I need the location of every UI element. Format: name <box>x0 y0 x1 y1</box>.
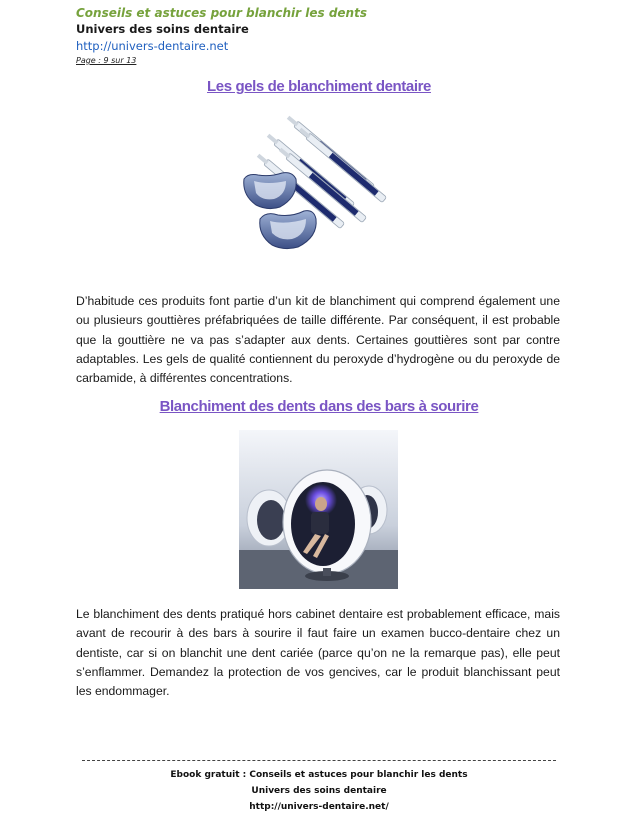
gel-kit-image <box>238 111 399 272</box>
footer-ebook-title: Ebook gratuit : Conseils et astuces pour blanchir les dents <box>170 770 468 780</box>
footer-url[interactable]: http://univers-dentaire.net/ <box>249 802 389 812</box>
header-site-name: Univers des soins dentaire <box>76 22 249 36</box>
paragraph-gels: D’habitude ces produits font partie d’un kit de blanchiment qui comprend également une ou plusieurs gouttières préfabriquées de taille différente. Par conséquent, il est probable que la gouttière ne va pas s’adapter aux dents. Certaines gouttières sont par contre adaptables. Les gels de qualité contiennent du peroxyde d’hydrogène ou du peroxyde de carbamide, à différentes concentrations. <box>76 294 560 386</box>
section-heading-smile-bar: Blanchiment des dents dans des bars à sourire <box>159 398 479 415</box>
paragraph-smile-bar: Le blanchiment des dents pratiqué hors cabinet dentaire est probablement efficace, mais avant de recourir à des bars à sourire il faut faire un examen bucco-dentaire chez un dentiste, car si on blanchit une dent cariée (parce qu’on ne la remarque pas), elle peut s’enflammer. Demandez la protection de vos gencives, car le produit blanchissant peut les endommager. <box>76 607 560 699</box>
footer-site-name: Univers des soins dentaire <box>251 786 387 796</box>
running-header <box>76 6 576 67</box>
gel-syringes-illustration <box>238 111 399 272</box>
page-number: Page : 9 sur 13 <box>76 56 137 65</box>
footer-rule <box>82 760 556 761</box>
header-url-link[interactable]: http://univers-dentaire.net <box>76 39 229 53</box>
smile-bar-illustration <box>239 430 398 589</box>
header-title: Conseils et astuces pour blanchir les dents <box>76 6 367 20</box>
section-heading-gels: Les gels de blanchiment dentaire <box>207 78 431 95</box>
smile-bar-image <box>239 430 398 589</box>
